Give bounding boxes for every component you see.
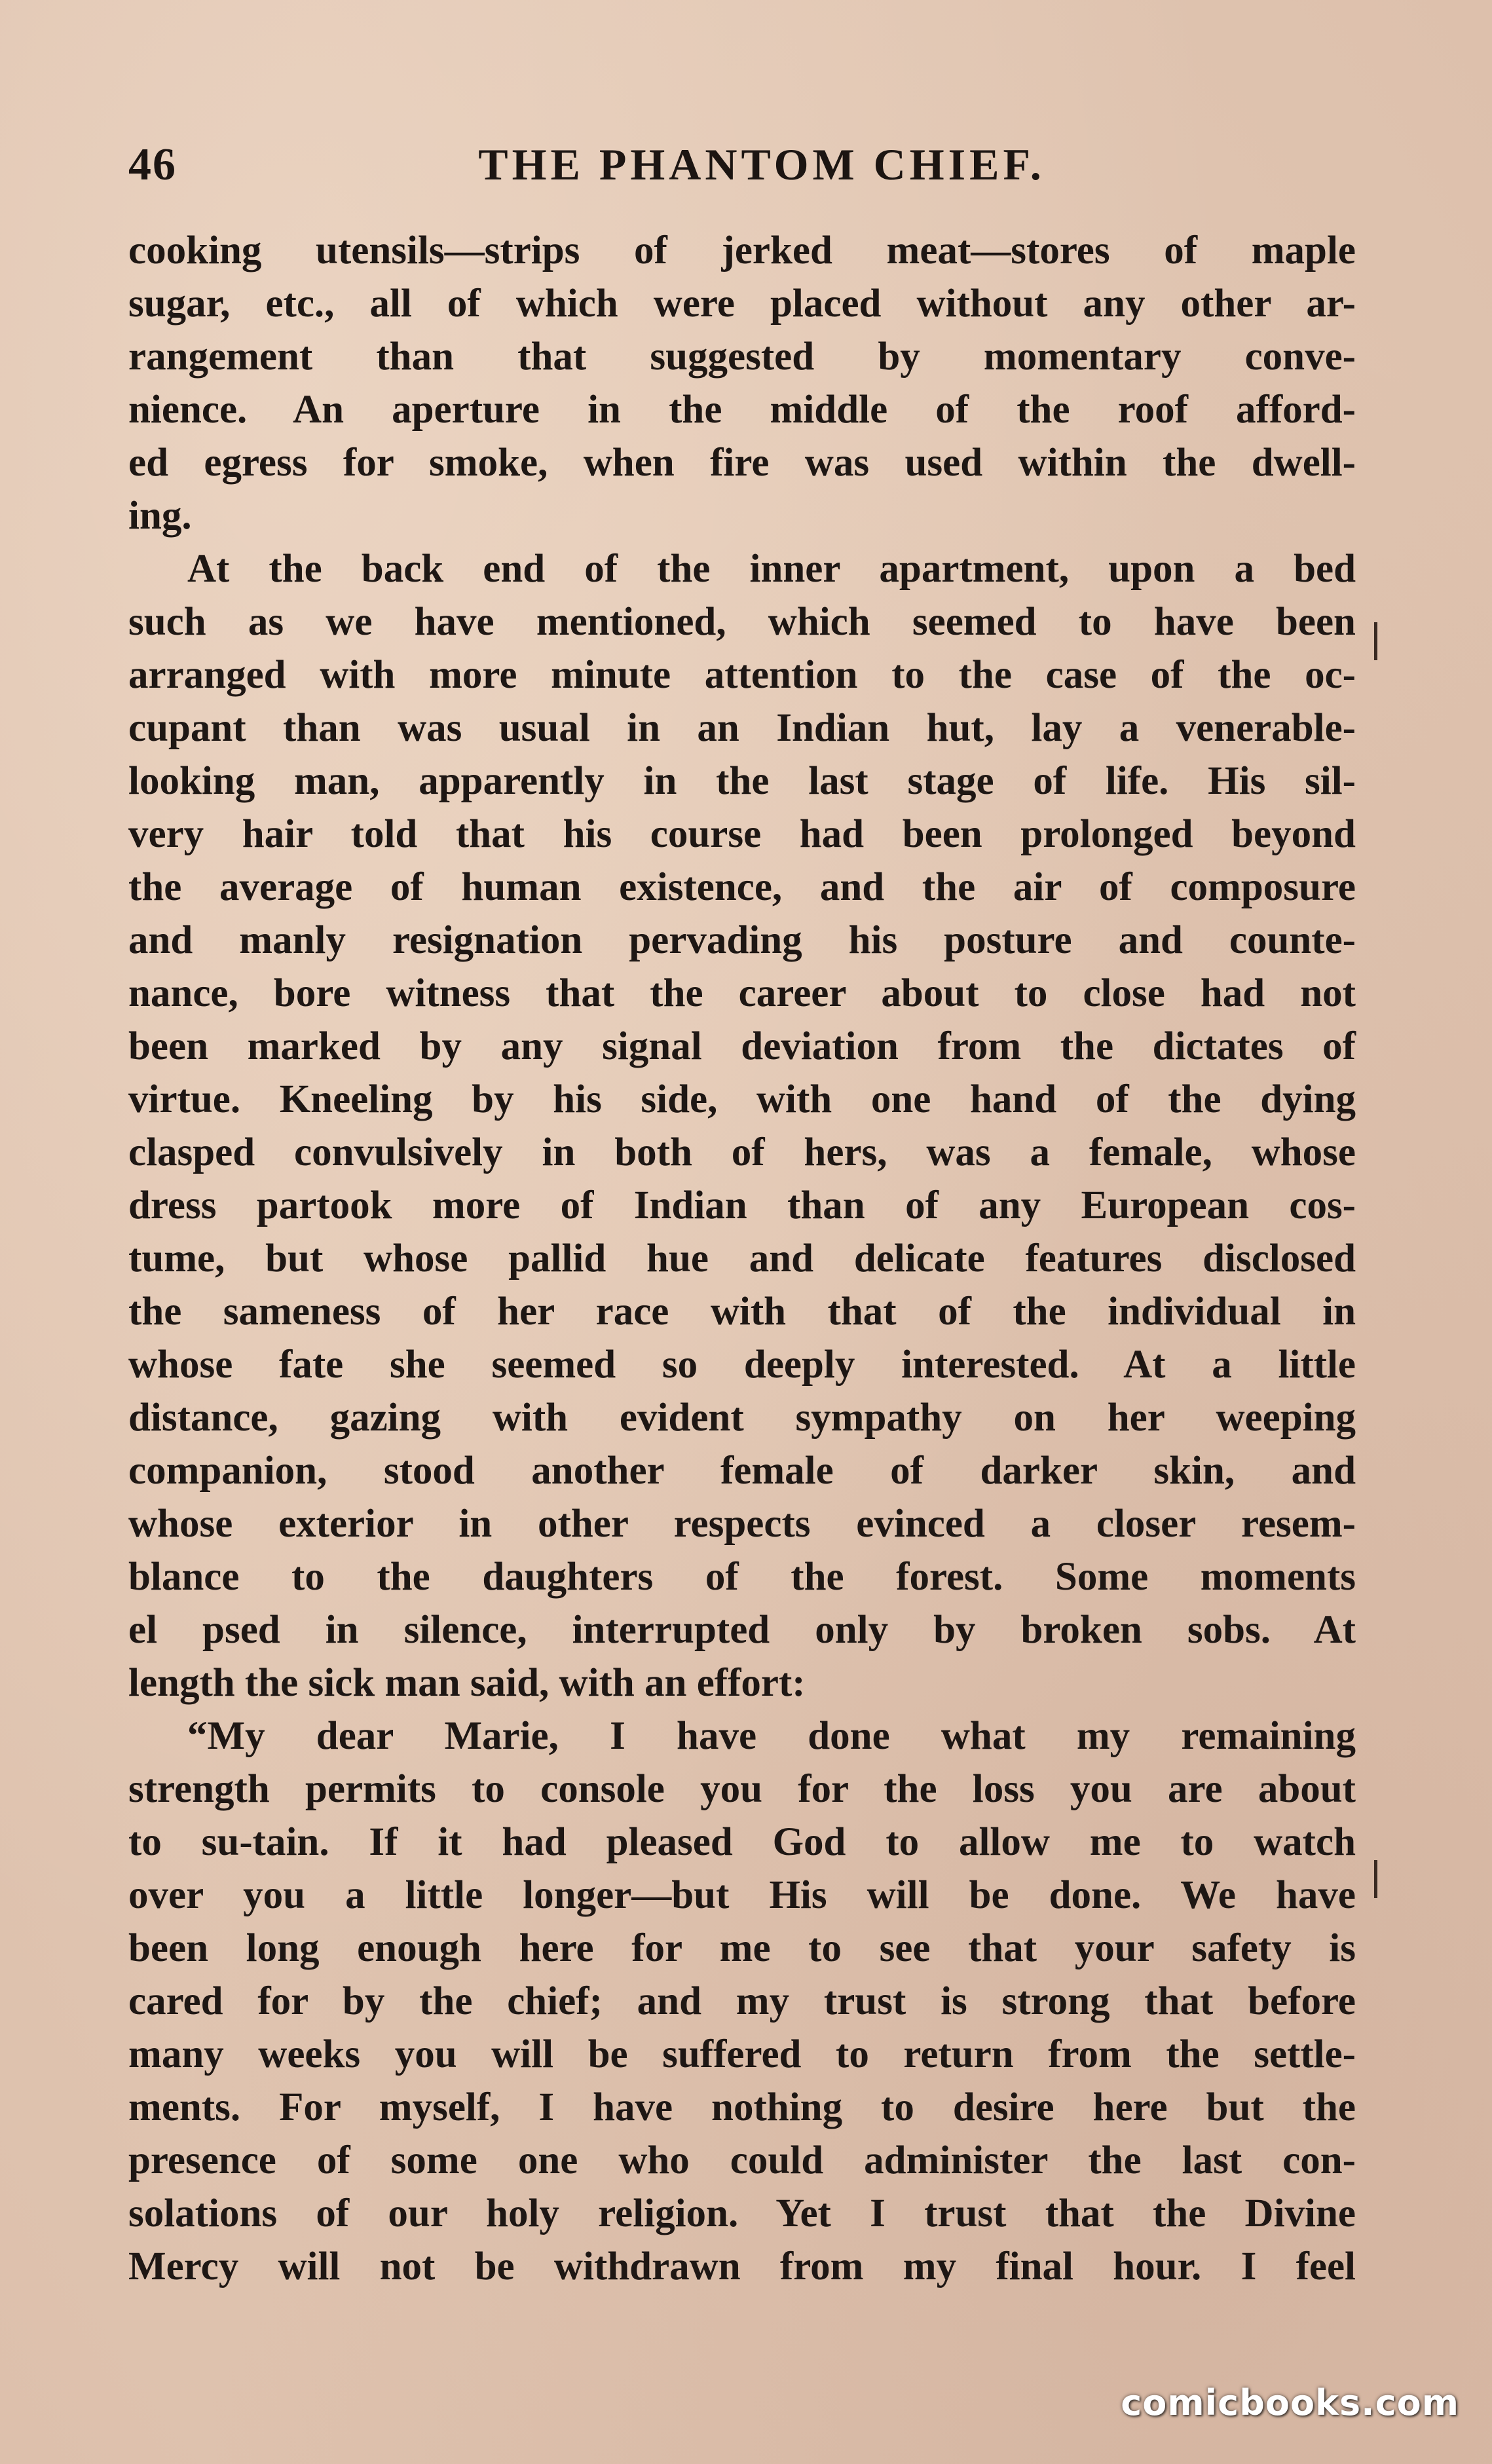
- text-line: clasped convulsively in both of hers, was a female, whose: [128, 1130, 1356, 1174]
- text-line: very hair told that his course had been prolonged beyond: [128, 812, 1356, 856]
- text-line: At the back end of the inner apartment, upon a bed: [187, 547, 1356, 591]
- text-line: strength permits to console you for the loss you are about: [128, 1767, 1356, 1811]
- page-header: [128, 139, 1356, 198]
- text-line: virtue. Kneeling by his side, with one hand of the dying: [128, 1077, 1356, 1121]
- text-line: length the sick man said, with an effort:: [128, 1661, 806, 1705]
- running-title: THE PHANTOM CHIEF.: [478, 140, 1045, 189]
- text-line: distance, gazing with evident sympathy on her weeping: [128, 1396, 1356, 1440]
- text-line: been marked by any signal deviation from the dictates of: [128, 1024, 1356, 1068]
- text-line: the sameness of her race with that of the individual in: [128, 1290, 1356, 1334]
- text-line: cooking utensils—strips of jerked meat—stores of maple: [128, 229, 1356, 272]
- text-line: sugar, etc., all of which were placed without any other ar-: [128, 282, 1356, 326]
- text-line: to su-tain. If it had pleased God to allow me to watch: [128, 1820, 1356, 1864]
- text-line: presence of some one who could administer the last con-: [128, 2138, 1356, 2182]
- text-line: dress partook more of Indian than of any European cos-: [128, 1184, 1356, 1227]
- text-line: “My dear Marie, I have done what my remaining: [187, 1714, 1356, 1758]
- text-line: ed egress for smoke, when fire was used within the dwell-: [128, 441, 1356, 485]
- paragraph: [128, 1709, 1356, 2293]
- text-line: companion, stood another female of darker skin, and: [128, 1449, 1356, 1493]
- text-line: blance to the daughters of the forest. Some moments: [128, 1555, 1356, 1599]
- margin-mark: [1374, 1860, 1377, 1898]
- text-line: cupant than was usual in an Indian hut, lay a venerable-: [128, 706, 1356, 750]
- text-line: arranged with more minute attention to the case of the oc-: [128, 653, 1356, 697]
- page-number: 46: [128, 140, 177, 190]
- text-line: nance, bore witness that the career about to close had not: [128, 971, 1356, 1015]
- text-line: many weeks you will be suffered to return from the settle-: [128, 2032, 1356, 2076]
- text-line: cared for by the chief; and my trust is strong that before: [128, 1979, 1356, 2023]
- text-line: such as we have mentioned, which seemed to have been: [128, 600, 1356, 644]
- text-line: been long enough here for me to see that your safety is: [128, 1926, 1356, 1970]
- text-line: ments. For myself, I have nothing to desire here but the: [128, 2085, 1356, 2129]
- text-line: over you a little longer—but His will be done. We have: [128, 1873, 1356, 1917]
- text-line: rangement than that suggested by momentary conve-: [128, 335, 1356, 379]
- text-line: and manly resignation pervading his posture and counte-: [128, 918, 1356, 962]
- text-line: nience. An aperture in the middle of the roof afford-: [128, 388, 1356, 432]
- text-line: whose fate she seemed so deeply interested. At a little: [128, 1343, 1356, 1387]
- margin-mark: [1374, 622, 1377, 660]
- watermark: comicbooks.com: [1121, 2382, 1459, 2423]
- text-line: the average of human existence, and the air of composure: [128, 865, 1356, 909]
- text-line: ing.: [128, 494, 192, 538]
- text-line: looking man, apparently in the last stage of life. His sil-: [128, 759, 1356, 803]
- body-text: [128, 224, 1356, 2293]
- paragraph: [128, 224, 1356, 542]
- text-line: solations of our holy religion. Yet I trust that the Divine: [128, 2192, 1356, 2235]
- text-line: tume, but whose pallid hue and delicate features disclosed: [128, 1237, 1356, 1280]
- paragraph: [128, 542, 1356, 1709]
- text-line: whose exterior in other respects evinced a closer resem-: [128, 1502, 1356, 1546]
- text-line: el psed in silence, interrupted only by broken sobs. At: [128, 1608, 1356, 1652]
- text-line: Mercy will not be withdrawn from my final hour. I feel: [128, 2245, 1356, 2288]
